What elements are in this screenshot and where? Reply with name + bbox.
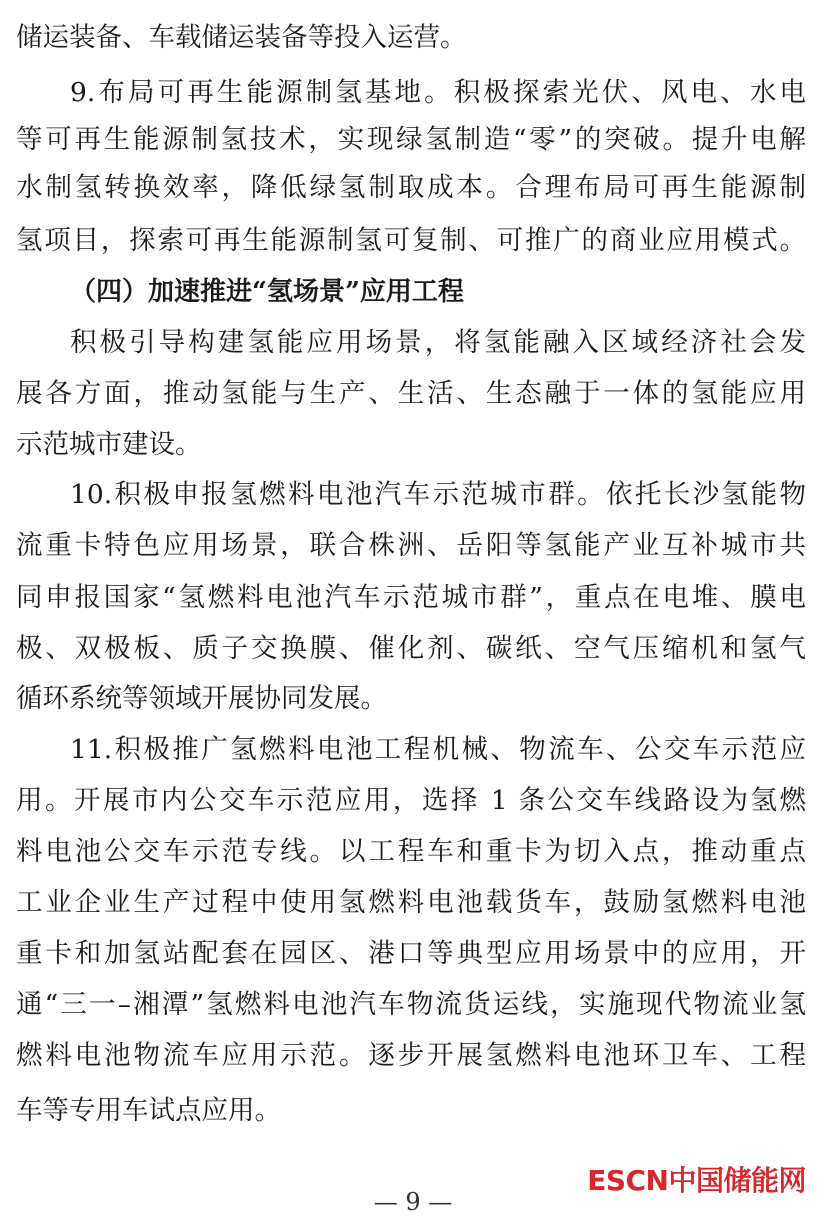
- page-number: — 9 —: [373, 1188, 453, 1216]
- text-line: 通“三一–湘潭”氢燃料电池汽车物流货运线，实施现代物流业氢: [16, 989, 806, 1020]
- watermark-latin: ESCN: [587, 1164, 669, 1197]
- text-line: 示范城市建设。: [16, 429, 202, 460]
- text-line: 同申报国家“氢燃料电池汽车示范城市群”，重点在电堆、膜电: [16, 582, 806, 613]
- paragraph-9-line: 9.布局可再生能源制氢基地。积极探索光伏、风电、水电: [70, 77, 806, 108]
- text-line: 重卡和加氢站配套在园区、港口等典型应用场景中的应用，开: [16, 938, 806, 969]
- text-line: 极、双极板、质子交换膜、催化剂、碳纸、空气压缩机和氢气: [16, 633, 806, 664]
- text-line: 积极引导构建氢能应用场景，将氢能融入区域经济社会发: [70, 327, 806, 358]
- text-line: 等可再生能源制氢技术，实现绿氢制造“零”的突破。提升电解: [16, 124, 806, 155]
- text-line: 氢项目，探索可再生能源制氢可复制、可推广的商业应用模式。: [16, 225, 806, 256]
- text-line: 储运装备、车载储运装备等投入运营。: [16, 22, 467, 53]
- text-line: 循环系统等领域开展协同发展。: [16, 683, 387, 714]
- text-line: 燃料电池物流车应用示范。逐步开展氢燃料电池环卫车、工程: [16, 1040, 806, 1071]
- text-line: 车等专用车试点应用。: [16, 1095, 281, 1126]
- text-line: 用。开展市内公交车示范应用，选择 1 条公交车线路设为氢燃: [16, 785, 806, 816]
- text-line: 流重卡特色应用场景，联合株洲、岳阳等氢能产业互补城市共: [16, 530, 806, 561]
- paragraph-10-line: 10.积极申报氢燃料电池汽车示范城市群。依托长沙氢能物: [70, 479, 806, 510]
- escn-watermark: [587, 1164, 806, 1198]
- text-line: 料电池公交车示范专线。以工程车和重卡为切入点，推动重点: [16, 836, 806, 867]
- text-line: 工业企业生产过程中使用氢燃料电池载货车，鼓励氢燃料电池: [16, 887, 806, 918]
- paragraph-11-line: 11.积极推广氢燃料电池工程机械、物流车、公交车示范应: [70, 734, 806, 765]
- text-line: 展各方面，推动氢能与生产、生活、生态融于一体的氢能应用: [16, 378, 806, 409]
- section-heading: （四）加速推进“氢场景”应用工程: [70, 277, 464, 307]
- text-line: 水制氢转换效率，降低绿氢制取成本。合理布局可再生能源制: [16, 172, 806, 203]
- watermark-chinese: 中国储能网: [668, 1164, 806, 1197]
